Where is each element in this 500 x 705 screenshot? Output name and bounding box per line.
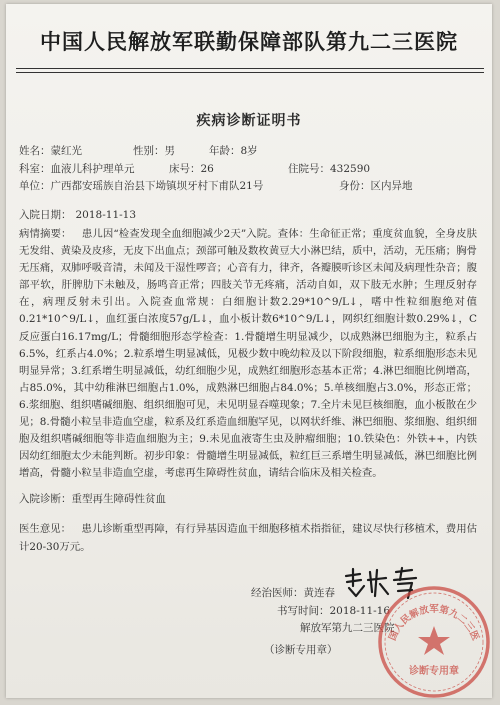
name-field <box>19 143 82 158</box>
identity-value: 区内异地 <box>370 180 413 192</box>
doctor-value: 黄连春 <box>303 587 335 599</box>
certificate-title: 疾病诊断证明书 <box>196 113 302 129</box>
admission-date-value: 2018-11-13 <box>75 209 137 221</box>
bed-label: 床号： <box>169 163 201 175</box>
advice-paragraph <box>19 520 477 556</box>
age-value: 8岁 <box>240 145 258 157</box>
diagnosis-field <box>19 491 166 506</box>
inpatient-no-field <box>288 161 370 176</box>
inpatient-no-label: 住院号： <box>288 163 330 175</box>
diagnosis-value: 重型再生障碍性贫血 <box>71 493 166 505</box>
identity-field <box>339 178 413 193</box>
official-stamp <box>374 582 492 698</box>
name-label: 姓名： <box>19 145 51 157</box>
stamp-top-text: 国人民解放军第九二三医 <box>387 604 481 643</box>
doctor-field <box>251 585 335 600</box>
address-field <box>19 178 263 193</box>
dept-field <box>19 161 135 176</box>
certificate-paper <box>6 4 492 698</box>
bed-field <box>169 161 214 176</box>
doctor-label: 经治医师： <box>251 587 304 599</box>
issuing-hospital: 解放军第九二三医院 <box>300 622 395 634</box>
advice-label: 医生意见： <box>19 523 72 535</box>
dept-label: 科室： <box>19 163 51 175</box>
advice-text: 患儿诊断重型再障，有行异基因造血干细胞移植术指指征，建议尽快行移植术，费用估计20-30万元。 <box>19 523 478 553</box>
age-field <box>209 143 258 158</box>
hospital-title: 中国人民解放军联勤保障部队第九二三医院 <box>40 29 458 54</box>
age-label: 年龄： <box>209 145 241 157</box>
admission-date-label: 入院日期： <box>19 209 72 221</box>
sex-field <box>133 143 175 158</box>
diagnosis-label: 入院诊断： <box>19 493 72 505</box>
seal-note: （诊断专用章） <box>264 644 338 656</box>
name-value: 蒙红光 <box>50 145 82 157</box>
history-paragraph <box>19 226 477 482</box>
sex-label: 性别： <box>133 145 165 157</box>
title-rule-thick <box>16 68 484 69</box>
sex-value: 男 <box>164 145 175 157</box>
address-value: 广西都安瑶族自治县下坳镇坝牙村下甫队21号 <box>50 180 264 192</box>
history-text: 患儿因“检查发现全血细胞减少2天”入院。查体：生命征正常；重度贫血貌，全身皮肤无发绀、黄染及皮疹，无皮下出血点；颈部可触及数枚黄豆大小淋巴结，质中，活动，无压痛；胸骨无压痛，双肺呼吸音清，未闻及干湿性啰音；心音有力，律齐，各瓣膜听诊区未闻及病理性杂音；腹部平软，肝脾肋下未触及，肠鸣音正常；四肢关节无疼痛，活动自如，双下肢无水肿；生理反射存在，病理反射未引出。入院查血常规：白细胞计数2.29*10^9/L↓，嗜中性粒细胞绝对值0.21*10^9/L↓，血红蛋白浓度57g/L↓，血小板计数6*10^9/L↓，网织红细胞计数0.29%↓，C反应蛋白16.17mg/L；骨髓细胞形态学检查：1.骨髓增生明显减少，以成熟淋巴细胞为主，粒系占6.5%，红系占4.0%；2.粒系增生明显减低，见极少数中晚幼粒及以下阶段细胞，粒系细胞形态未见明显异常；3.红系增生明显减低，幼红细胞少见，成熟红细胞形态基本正常；4.淋巴细胞比例增高，占85.0%，其中幼稚淋巴细胞占1.0%，成熟淋巴细胞占84.0%；5.单核细胞占3.0%，形态正常；6.浆细胞、组织嗜碱细胞、组织细胞可见，未见明显吞噬现象；7.全片未见巨核细胞，血小板散在少见；8.骨髓小粒呈非造血空虚，粒系及红系造血细胞罕见，以网状纤维、淋巴细胞、浆细胞、组织细胞及组织嗜碱细胞等非造血细胞为主；9.未见血液寄生虫及肿瘤细胞；10.铁染色：外铁++，内铁因幼红细胞太少未能判断。初步印象：骨髓增生明显减低，粒红巨三系增生明显减低，淋巴细胞比例增高，骨髓小粒呈非造血空虚，考虑再生障碍性贫血，请结合临床及相关检查。 <box>19 228 478 480</box>
admission-date-field <box>19 207 136 222</box>
write-date-value: 2018-11-16 <box>329 605 391 617</box>
address-label: 单位： <box>19 180 51 192</box>
stamp-bottom-text: 诊断专用章 <box>409 666 459 677</box>
bed-value: 26 <box>200 163 214 175</box>
dept-value: 血液儿科护理单元 <box>50 163 135 175</box>
write-date-label: 书写时间： <box>277 605 330 617</box>
identity-label: 身份： <box>339 180 371 192</box>
history-label: 病情摘要： <box>19 228 72 240</box>
inpatient-no-value: 432590 <box>330 163 371 175</box>
title-rule-thin <box>16 72 484 73</box>
stamp-seal-icon <box>374 582 492 698</box>
